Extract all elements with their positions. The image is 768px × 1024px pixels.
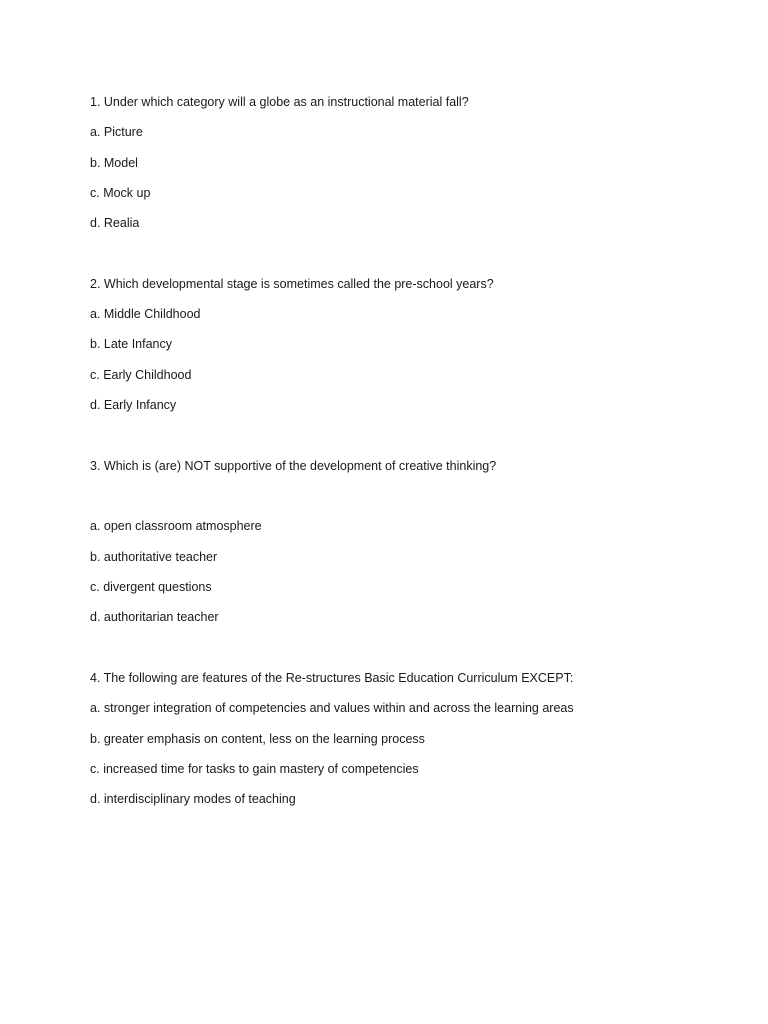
question-4-option-b: b. greater emphasis on content, less on the learning process	[90, 732, 425, 746]
question-3-option-b: b. authoritative teacher	[90, 550, 218, 564]
question-1-prompt: 1. Under which category will a globe as an instructional material fall?	[90, 95, 469, 109]
question-1-option-c: c. Mock up	[90, 186, 151, 200]
question-4-option-c: c. increased time for tasks to gain mastery of competencies	[90, 762, 419, 776]
question-1-option-d: d. Realia	[90, 216, 140, 230]
question-3-option-a: a. open classroom atmosphere	[90, 519, 262, 533]
question-3-prompt: 3. Which is (are) NOT supportive of the development of creative thinking?	[90, 459, 497, 473]
question-3-option-d: d. authoritarian teacher	[90, 610, 219, 624]
question-4-prompt: 4. The following are features of the Re-structures Basic Education Curriculum EXCEPT:	[90, 671, 574, 685]
question-1-option-b: b. Model	[90, 156, 138, 170]
question-2-prompt: 2. Which developmental stage is sometimes called the pre-school years?	[90, 277, 494, 291]
question-4-option-d: d. interdisciplinary modes of teaching	[90, 792, 296, 806]
question-1-option-a: a. Picture	[90, 125, 143, 139]
question-2-option-a: a. Middle Childhood	[90, 307, 201, 321]
question-2-option-b: b. Late Infancy	[90, 337, 173, 351]
question-4-option-a: a. stronger integration of competencies and values within and across the learning areas	[90, 701, 574, 715]
question-2-option-c: c. Early Childhood	[90, 368, 192, 382]
question-2-option-d: d. Early Infancy	[90, 398, 177, 412]
question-3-option-c: c. divergent questions	[90, 580, 212, 594]
